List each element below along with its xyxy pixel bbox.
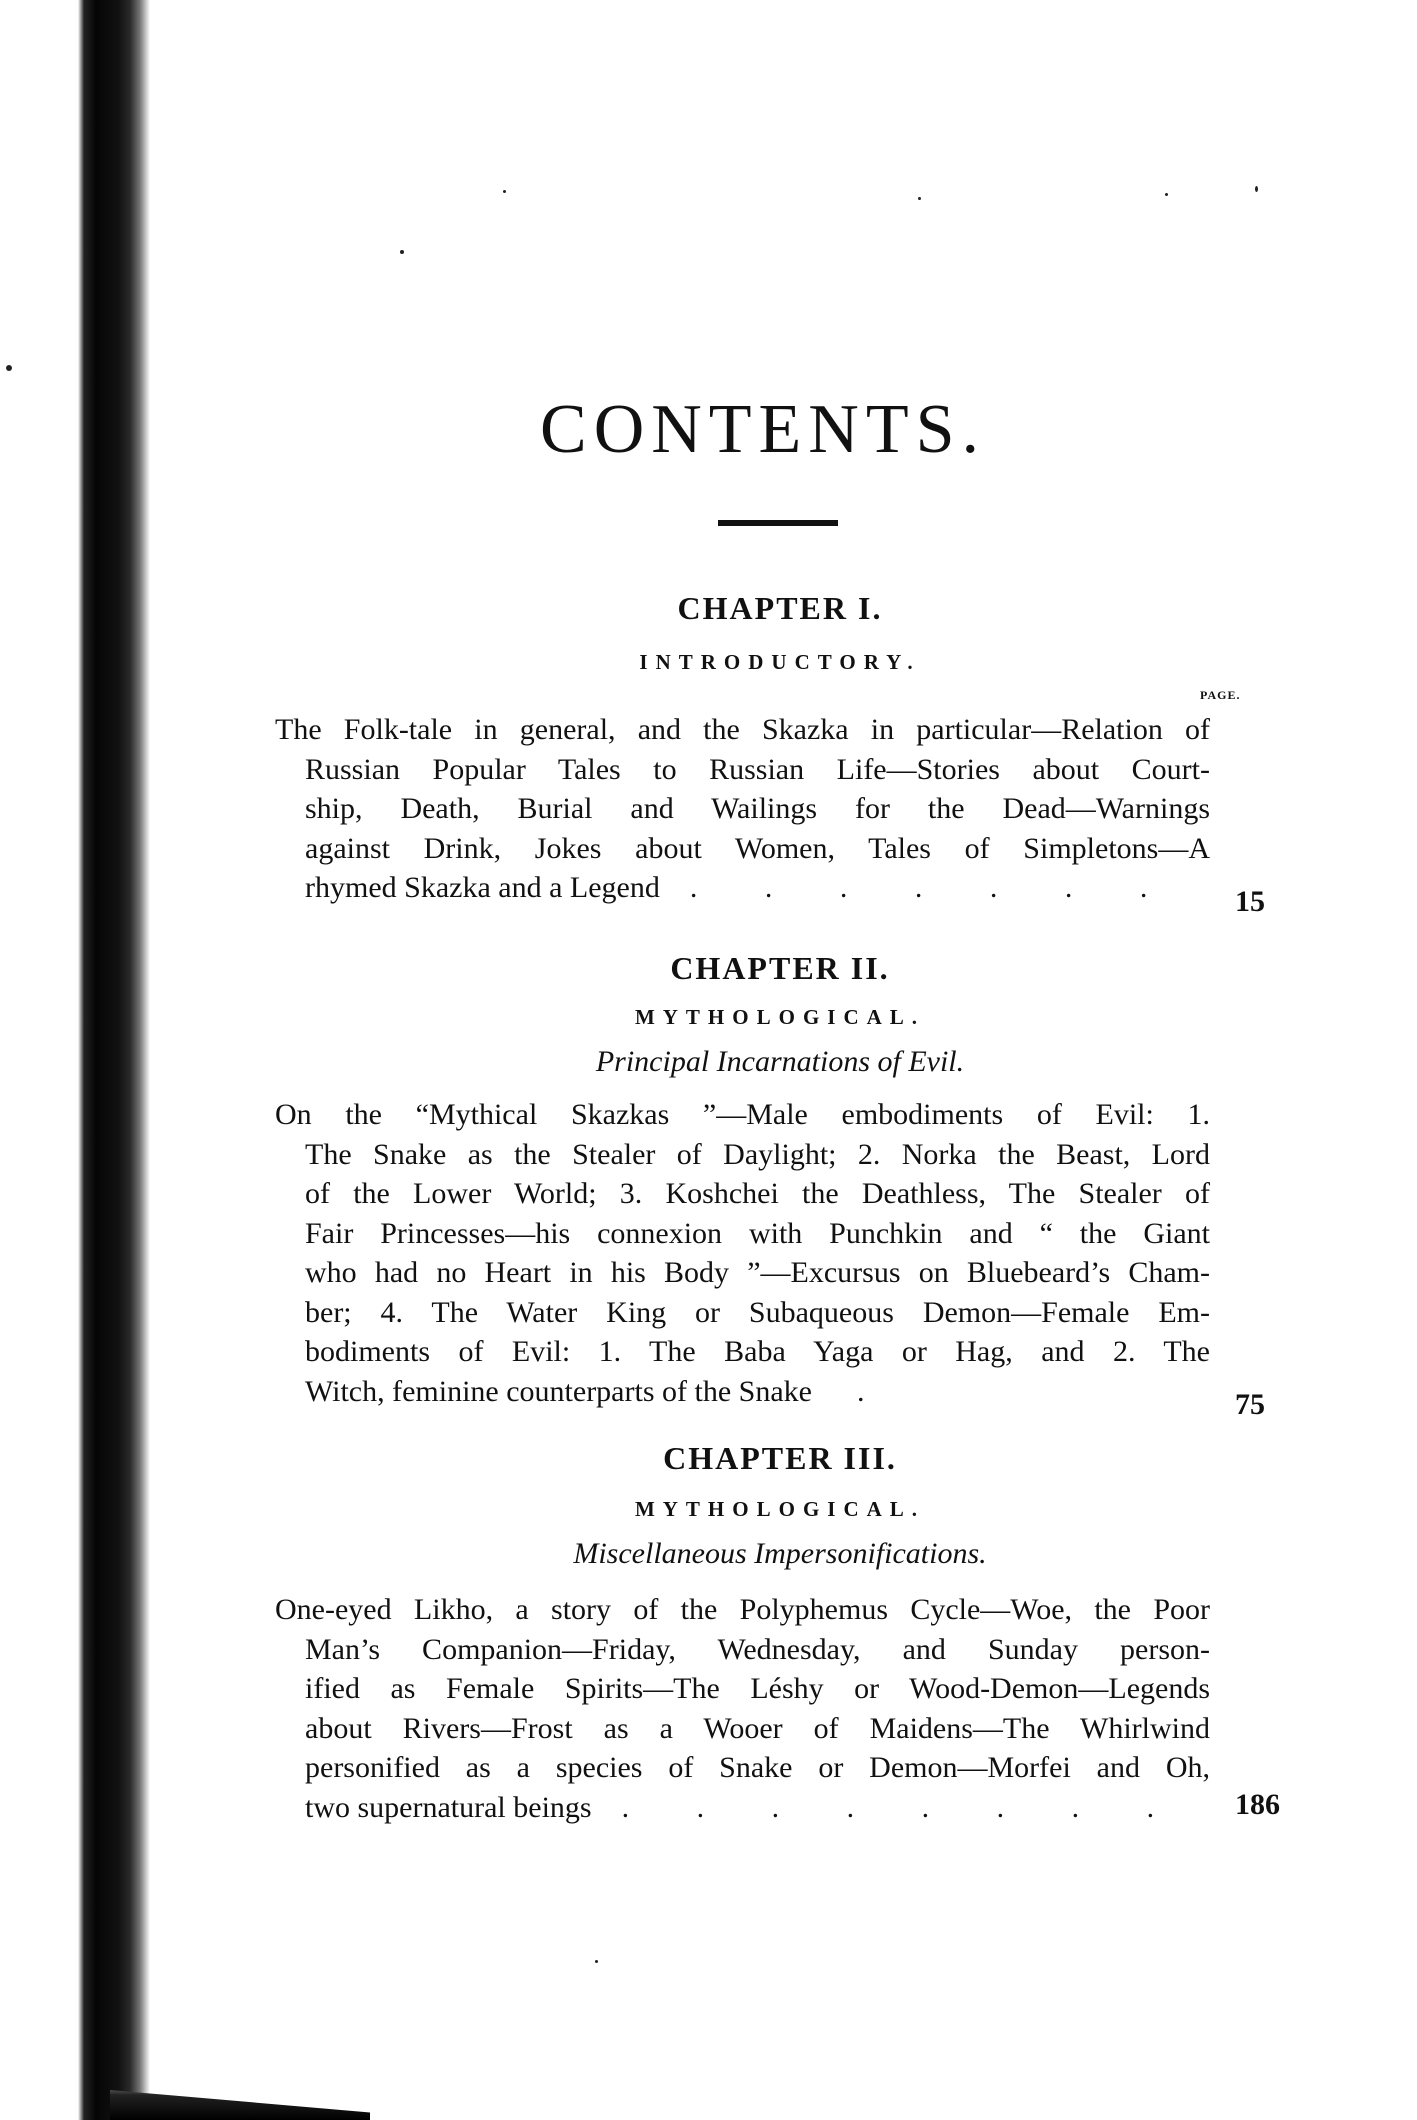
summary-line: The Folk-tale in general, and the Skazka in particular—Relation of xyxy=(275,713,1210,746)
summary-line-last xyxy=(305,868,1210,908)
chapter-kind: MYTHOLOGICAL. xyxy=(634,1497,926,1521)
page-number: 15 xyxy=(1235,885,1265,918)
summary-line: two supernatural beings xyxy=(305,1790,592,1824)
chapter-heading: CHAPTER II. xyxy=(670,950,890,986)
page-number: 75 xyxy=(1235,1388,1265,1421)
chapter-summary xyxy=(275,710,1210,908)
summary-line: against Drink, Jokes about Women, Tales of Simpletons—A xyxy=(305,831,1210,865)
summary-line: The Snake as the Stealer of Daylight; 2. Norka the Beast, Lord xyxy=(305,1137,1210,1171)
page-column-label: PAGE. xyxy=(1200,688,1241,702)
chapter-subtitle: Principal Incarnations of Evil. xyxy=(595,1045,965,1078)
summary-line: ified as Female Spirits—The Léshy or Wood-Demon—Legends xyxy=(305,1672,1210,1705)
dot-leaders: . . . . . . . . xyxy=(621,1790,1185,1824)
scan-speck xyxy=(595,1960,598,1963)
summary-line: of the Lower World; 3. Koshchei the Deathless, The Stealer of xyxy=(305,1177,1210,1210)
summary-line-last xyxy=(305,1788,1210,1828)
summary-line: One-eyed Likho, a story of the Polyphemus Cycle—Woe, the Poor xyxy=(275,1593,1210,1626)
page-title: CONTENTS. xyxy=(540,391,987,468)
scan-speck xyxy=(918,197,921,200)
title-rule xyxy=(718,520,838,526)
chapter-kind: INTRODUCTORY. xyxy=(639,650,921,674)
dot-leaders: . xyxy=(856,1374,895,1408)
chapter-subtitle: Miscellaneous Impersonifications. xyxy=(573,1537,987,1570)
summary-line: about Rivers—Frost as a Wooer of Maidens—The Whirlwind xyxy=(305,1711,1210,1745)
summary-line-last xyxy=(305,1372,1210,1412)
chapter-summary xyxy=(275,1590,1210,1827)
summary-line: Man’s Companion—Friday, Wednesday, and Sunday person- xyxy=(305,1632,1210,1666)
dot-leaders: . . . . . . . xyxy=(689,871,1178,904)
summary-line: ship, Death, Burial and Wailings for the Dead—Warnings xyxy=(305,792,1210,825)
scan-speck xyxy=(1165,193,1168,196)
chapter-kind: MYTHOLOGICAL. xyxy=(634,1005,926,1029)
chapter-heading: CHAPTER I. xyxy=(677,590,883,626)
summary-line: Fair Princesses—his connexion with Punchkin and “ the Giant xyxy=(305,1216,1210,1250)
summary-line: rhymed Skazka and a Legend xyxy=(305,871,660,904)
summary-line: who had no Heart in his Body ”—Excursus on Bluebeard’s Cham- xyxy=(305,1256,1210,1289)
chapter-heading: CHAPTER III. xyxy=(663,1440,897,1476)
scan-speck xyxy=(6,365,12,371)
summary-line: personified as a species of Snake or Demon—Morfei and Oh, xyxy=(305,1751,1210,1784)
summary-line: Russian Popular Tales to Russian Life—Stories about Court- xyxy=(305,752,1210,786)
summary-line: On the “Mythical Skazkas ”—Male embodiments of Evil: 1. xyxy=(275,1098,1210,1131)
summary-line: Witch, feminine counterparts of the Snake xyxy=(305,1374,812,1408)
summary-line: bodiments of Evil: 1. The Baba Yaga or Hag, and 2. The xyxy=(305,1335,1210,1368)
scan-speck xyxy=(503,190,506,193)
page-number: 186 xyxy=(1235,1788,1280,1821)
scan-speck xyxy=(400,250,404,254)
summary-line: ber; 4. The Water King or Subaqueous Demon—Female Em- xyxy=(305,1295,1210,1329)
scan-speck xyxy=(1255,186,1258,192)
chapter-summary xyxy=(275,1095,1210,1411)
